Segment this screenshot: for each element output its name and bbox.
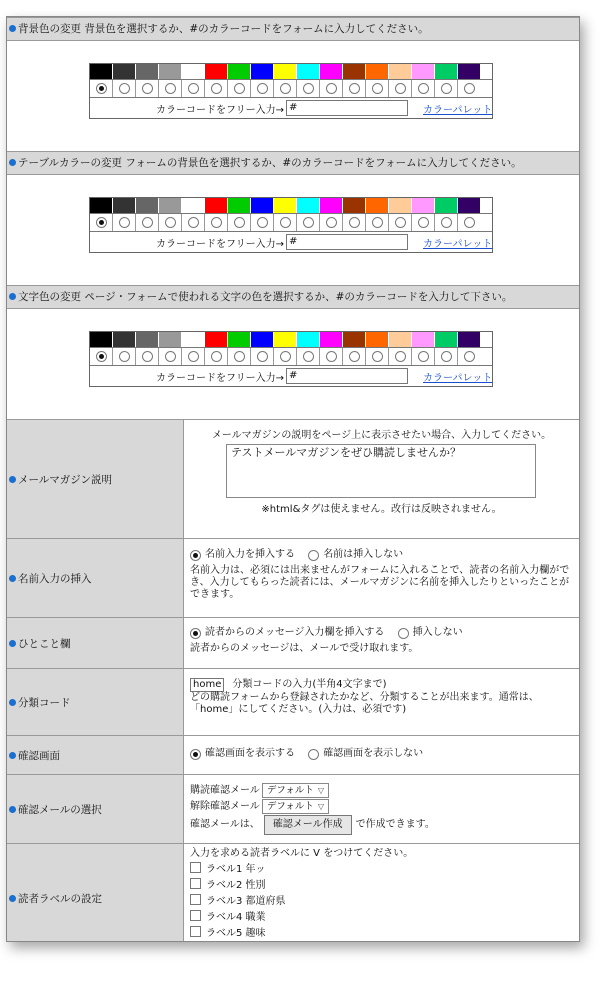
bullet-icon [9,293,16,300]
color-radio[interactable] [297,214,320,231]
color-swatch[interactable] [412,64,435,79]
color-radio[interactable] [274,348,297,365]
radio-icon [308,550,319,561]
radio-icon [234,83,245,94]
chevron-down-icon: ▽ [317,802,324,811]
radio-icon [441,83,452,94]
radio-icon [188,83,199,94]
color-swatch[interactable] [251,198,274,213]
section-header-text: 文字色の変更 ページ・フォームで使われる文字の色を選択するか、#のカラーコードを入力して下さい。 [7,285,579,309]
color-radio[interactable] [320,80,343,97]
color-radio[interactable] [343,80,366,97]
radio-icon [234,351,245,362]
radio-icon [257,351,268,362]
color-radio[interactable] [435,80,458,97]
color-swatch[interactable] [412,332,435,347]
color-swatch[interactable] [182,198,205,213]
bullet-icon [9,752,16,759]
color-radio[interactable] [228,214,251,231]
row-value [184,669,579,735]
code-help-text: どの購読フォームから登録されたかなど、分類することが出来ます。通常は、「home」にしてください。(入力は、必須です) [190,692,539,715]
radio-icon [211,83,222,94]
color-radio[interactable] [159,214,182,231]
color-palette [89,331,493,387]
color-swatch[interactable] [412,198,435,213]
color-code-input[interactable]: # [286,100,408,116]
description-note: ※html&タグは使えません。改行は反映されません。 [261,504,502,515]
color-radio[interactable] [205,348,228,365]
color-code-input[interactable]: # [286,234,408,250]
color-swatch[interactable] [136,198,159,213]
bullet-icon [9,575,16,582]
color-radio[interactable] [366,80,389,97]
color-swatch[interactable] [90,332,113,347]
color-swatch[interactable] [435,332,458,347]
section-header-background: 背景色の変更 背景色を選択するか、#のカラーコードをフォームに入力してください。 [7,17,579,41]
radio-icon [395,351,406,362]
label-checkbox[interactable]: ラベル1 年ッ [190,862,573,878]
subscribe-mail-select[interactable]: デフォルト ▽ [262,783,329,798]
checkbox-icon [190,926,201,937]
name-no-insert-radio[interactable]: 名前は挿入しない [308,549,403,561]
color-radio[interactable] [90,348,113,365]
row-value [184,420,579,538]
radio-icon [326,351,337,362]
bullet-icon [9,25,16,32]
radio-icon [303,351,314,362]
color-radio[interactable] [320,348,343,365]
color-swatch[interactable] [297,332,320,347]
color-radio[interactable] [182,80,205,97]
radio-icon [464,83,475,94]
color-radio[interactable] [389,214,412,231]
color-radio[interactable] [389,80,412,97]
color-radio[interactable] [159,80,182,97]
color-swatch[interactable] [389,332,412,347]
swatch-row [90,332,492,347]
row-mail-select [7,774,579,843]
radio-checked-icon [190,628,201,639]
radio-icon [211,351,222,362]
color-radio[interactable] [435,348,458,365]
color-swatch[interactable] [159,332,182,347]
radio-icon [119,351,130,362]
row-value: 購読確認メール デフォルト ▽ 解除確認メール デフォルト ▽ 確認メールは、 確認メール作成 で作成できます。 [184,775,579,843]
color-radio[interactable] [274,80,297,97]
row-reader-labels [7,843,579,942]
row-label: 名前入力の挿入 [7,539,184,617]
color-palette [89,63,493,119]
color-swatch[interactable] [228,64,251,79]
radio-icon [418,217,429,228]
color-radio[interactable] [458,348,480,365]
row-label: 読者ラベルの設定 [7,844,184,942]
radio-icon [464,217,475,228]
color-swatch[interactable] [136,64,159,79]
row-value [184,618,579,668]
radio-checked-icon [96,217,107,228]
radio-icon [326,217,337,228]
radio-icon [418,351,429,362]
radio-icon [142,83,153,94]
color-swatch[interactable] [297,64,320,79]
radio-icon [142,351,153,362]
color-swatch[interactable] [320,332,343,347]
free-input-row [90,231,492,252]
row-label: メールマガジン説明 [7,420,184,538]
color-swatch[interactable] [343,332,366,347]
color-swatch[interactable] [435,198,458,213]
color-radio[interactable] [435,214,458,231]
color-palette-link[interactable]: カラーパレット [423,238,493,250]
radio-icon [398,628,409,639]
radio-icon [280,217,291,228]
free-input-label: カラーコードをフリー入力→ [156,372,284,384]
labels-intro: 入力を求める読者ラベルに V をつけてください。 [190,848,414,859]
radio-icon [395,217,406,228]
color-radio[interactable] [228,80,251,97]
checkbox-icon [190,862,201,873]
color-radio[interactable] [90,214,113,231]
color-palette-link[interactable]: カラーパレット [423,104,493,116]
radio-icon [142,217,153,228]
code-desc: 分類コードの入力(半角4文字まで) [232,679,387,690]
color-swatch[interactable] [435,64,458,79]
color-swatch[interactable] [389,198,412,213]
color-radio[interactable] [251,214,274,231]
color-radio[interactable] [228,348,251,365]
color-radio[interactable] [136,348,159,365]
radio-checked-icon [96,83,107,94]
color-swatch[interactable] [274,332,297,347]
radio-icon [188,217,199,228]
color-swatch[interactable] [228,332,251,347]
row-label: 確認メールの選択 [7,775,184,843]
color-radio[interactable] [366,348,389,365]
color-swatch[interactable] [205,332,228,347]
color-radio[interactable] [113,214,136,231]
color-swatch[interactable] [205,198,228,213]
create-confirm-mail-button[interactable]: 確認メール作成 [264,815,352,835]
color-swatch[interactable] [389,64,412,79]
name-insert-radio[interactable]: 名前入力を挿入する [190,549,295,561]
color-swatch[interactable] [274,198,297,213]
radio-icon [257,217,268,228]
color-swatch[interactable] [205,64,228,79]
radio-icon [119,217,130,228]
color-swatch[interactable] [251,64,274,79]
color-radio[interactable] [412,214,435,231]
color-radio[interactable] [297,348,320,365]
color-swatch[interactable] [182,64,205,79]
swatch-row [90,64,492,79]
color-radio[interactable] [205,80,228,97]
row-value [184,736,579,774]
radio-icon [303,217,314,228]
palette-area-text [7,309,579,419]
settings-frame [6,16,580,942]
radio-checked-icon [96,351,107,362]
description-textarea[interactable]: テストメールマガジンをぜひ購読しませんか？ [226,444,536,498]
description-hint: メールマガジンの説明をページ上に表示させたい場合、入力してください。 [211,430,552,441]
color-radio[interactable] [113,348,136,365]
color-swatch[interactable] [297,198,320,213]
message-insert-radio[interactable]: 読者からのメッセージ入力欄を挿入する [190,627,384,639]
row-value [184,844,579,942]
color-radio[interactable] [182,348,205,365]
color-swatch[interactable] [136,332,159,347]
free-input-row [90,97,492,118]
message-help-text: 読者からのメッセージは、メールで受け取れます。 [190,642,419,654]
color-radio[interactable] [389,348,412,365]
color-swatch[interactable] [90,198,113,213]
radio-icon [119,83,130,94]
free-input-label: カラーコードをフリー入力→ [156,238,284,250]
row-value [184,539,579,617]
color-swatch[interactable] [458,198,480,213]
free-input-label: カラーコードをフリー入力→ [156,104,284,116]
label-checkbox[interactable]: ラベル3 都道府県 [190,894,573,910]
radio-icon [257,83,268,94]
radio-checked-icon [190,550,201,561]
palette-area-table [7,175,579,285]
color-swatch[interactable] [228,198,251,213]
color-radio[interactable] [251,80,274,97]
label-checkbox[interactable]: ラベル2 性別 [190,878,573,894]
row-label: 確認画面 [7,736,184,774]
row-label: 分類コード [7,669,184,735]
color-swatch[interactable] [343,198,366,213]
color-swatch[interactable] [343,64,366,79]
row-name-input [7,538,579,617]
bullet-icon [9,806,16,813]
color-swatch[interactable] [274,64,297,79]
color-radio[interactable] [412,348,435,365]
bullet-icon [9,699,16,706]
bullet-icon [9,640,16,647]
color-radio[interactable] [251,348,274,365]
row-message [7,617,579,668]
palette-area-background [7,41,579,151]
radio-icon [349,217,360,228]
color-radio[interactable] [182,214,205,231]
color-palette [89,197,493,253]
color-swatch[interactable] [90,64,113,79]
row-confirm [7,735,579,774]
name-help-text: 名前入力は、必須には出来ませんがフォームに入れることで、読者の名前入力欄ができ、入力してもらった読者には、メールマガジンに名前を挿入したりといったことができます。 [190,564,570,600]
color-swatch[interactable] [366,332,389,347]
confirm-hide-radio[interactable]: 確認画面を表示しない [308,748,423,760]
color-radio[interactable] [136,214,159,231]
swatch-row [90,198,492,213]
confirm-show-radio[interactable]: 確認画面を表示する [190,748,295,760]
radio-icon [165,217,176,228]
checkbox-icon [190,894,201,905]
radio-icon [441,217,452,228]
radio-icon [441,351,452,362]
color-swatch[interactable] [366,198,389,213]
label-checkbox[interactable]: ラベル4 職業 [190,910,573,926]
color-swatch[interactable] [458,64,480,79]
row-description [7,419,579,538]
radio-icon [372,351,383,362]
radio-icon [395,83,406,94]
chevron-down-icon: ▽ [317,786,324,795]
color-swatch[interactable] [113,332,136,347]
radio-icon [165,351,176,362]
color-radio[interactable] [458,80,480,97]
color-radio[interactable] [343,348,366,365]
color-radio[interactable] [297,80,320,97]
radio-row [90,347,492,365]
radio-icon [349,83,360,94]
code-input[interactable]: home [190,678,224,692]
color-radio[interactable] [136,80,159,97]
radio-icon [349,351,360,362]
color-radio[interactable] [412,80,435,97]
radio-icon [418,83,429,94]
radio-icon [464,351,475,362]
checkbox-icon [190,878,201,889]
color-swatch[interactable] [113,198,136,213]
radio-icon [280,83,291,94]
color-radio[interactable] [274,214,297,231]
radio-icon [326,83,337,94]
checkbox-icon [190,910,201,921]
color-swatch[interactable] [320,64,343,79]
free-input-row [90,365,492,386]
radio-icon [188,351,199,362]
color-radio[interactable] [113,80,136,97]
unsubscribe-mail-select[interactable]: デフォルト ▽ [262,799,329,814]
radio-row [90,213,492,231]
color-radio[interactable] [159,348,182,365]
color-swatch[interactable] [159,64,182,79]
color-swatch[interactable] [366,64,389,79]
color-swatch[interactable] [113,64,136,79]
color-radio[interactable] [366,214,389,231]
section-header-table: テーブルカラーの変更 フォームの背景色を選択するか、#のカラーコードをフォームに入力してください。 [7,151,579,175]
label-checkbox[interactable]: ラベル5 趣味 [190,926,573,942]
color-radio[interactable] [90,80,113,97]
message-no-insert-radio[interactable]: 挿入しない [398,627,463,639]
row-label: ひとこと欄 [7,618,184,668]
color-radio[interactable] [458,214,480,231]
color-swatch[interactable] [320,198,343,213]
color-radio[interactable] [343,214,366,231]
color-code-input[interactable]: # [286,368,408,384]
bullet-icon [9,895,16,902]
color-radio[interactable] [320,214,343,231]
radio-icon [372,217,383,228]
color-swatch[interactable] [159,198,182,213]
bullet-icon [9,476,16,483]
radio-icon [211,217,222,228]
radio-icon [303,83,314,94]
color-radio[interactable] [205,214,228,231]
color-swatch[interactable] [251,332,274,347]
radio-icon [234,217,245,228]
radio-icon [280,351,291,362]
radio-icon [308,749,319,760]
color-swatch[interactable] [182,332,205,347]
radio-icon [372,83,383,94]
color-swatch[interactable] [458,332,480,347]
color-palette-link[interactable]: カラーパレット [423,372,493,384]
radio-row [90,79,492,97]
row-code [7,668,579,735]
radio-icon [165,83,176,94]
radio-checked-icon [190,749,201,760]
bullet-icon [9,159,16,166]
